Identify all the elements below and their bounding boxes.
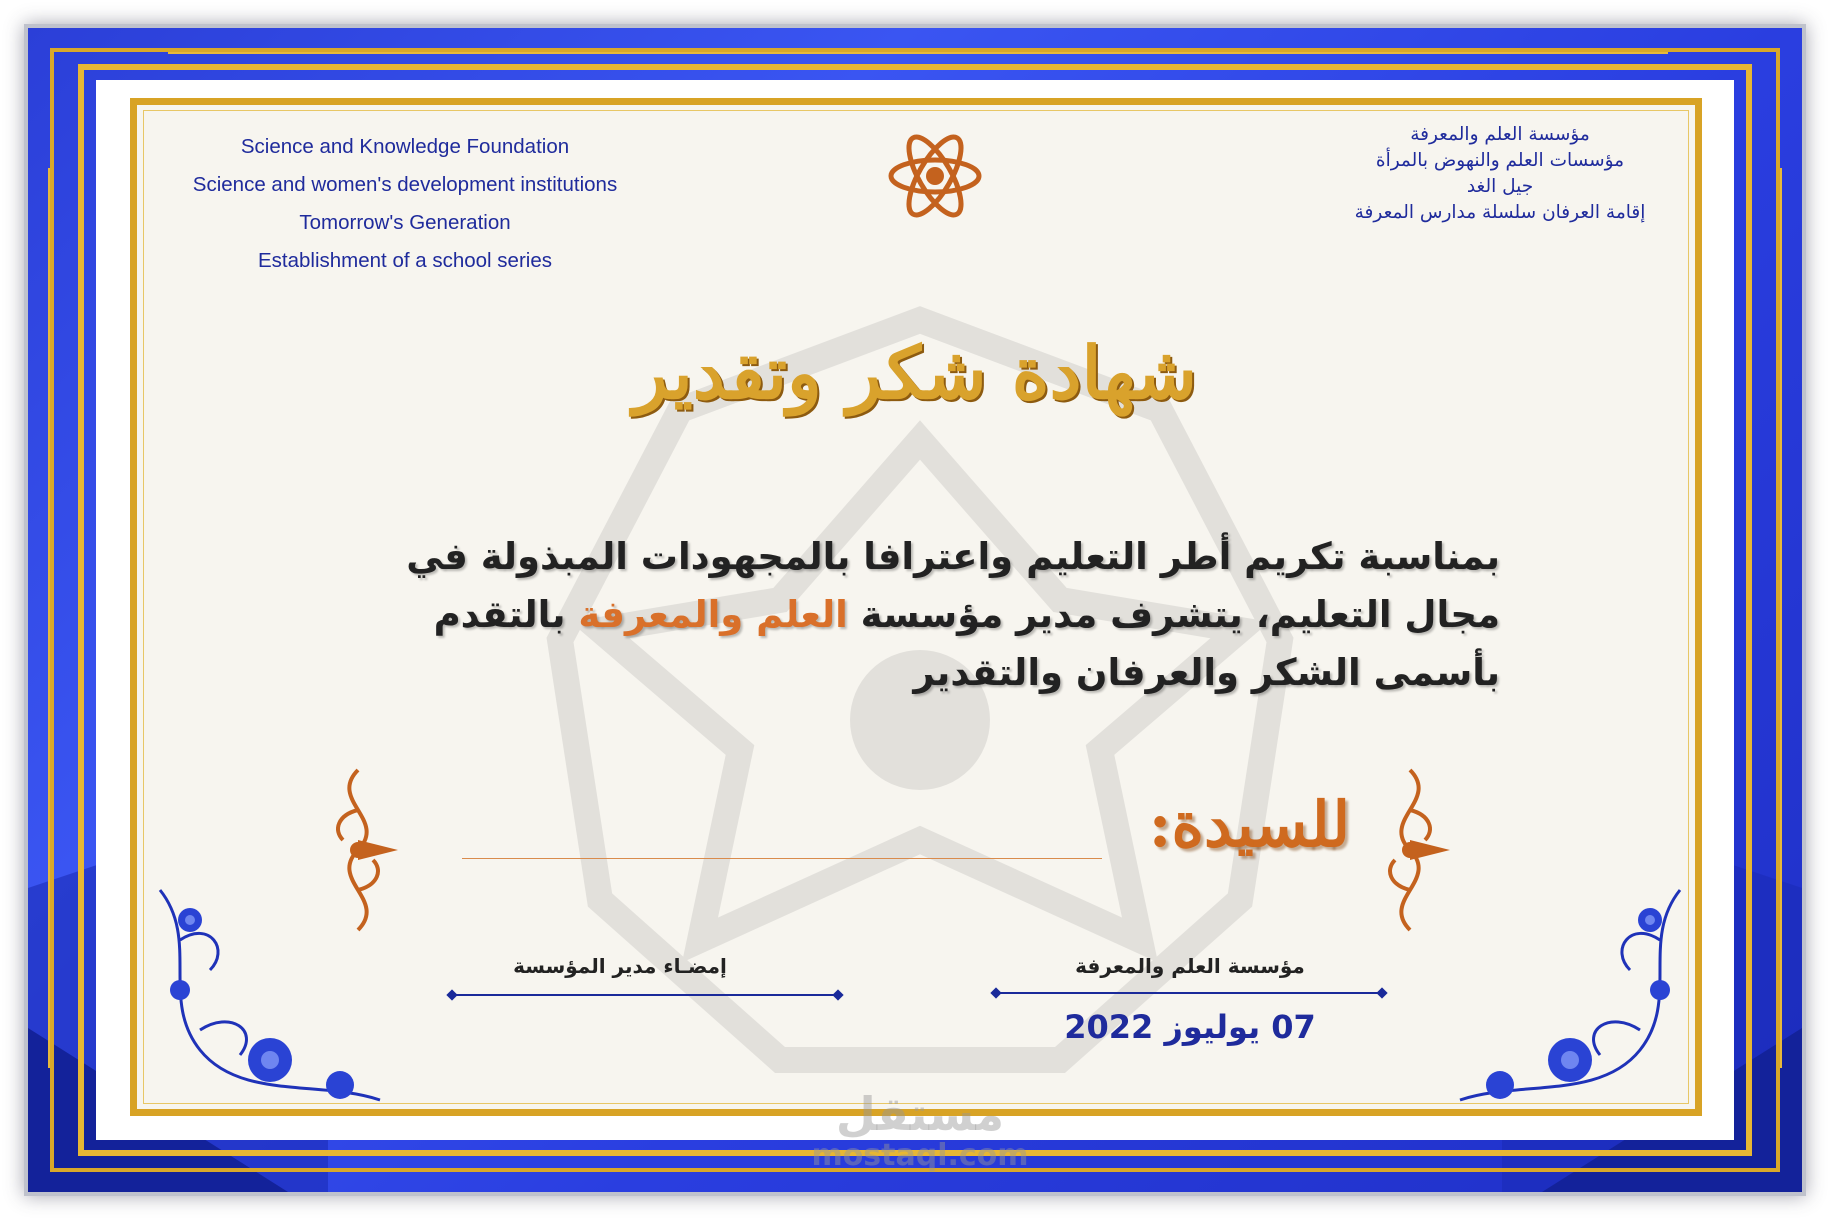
watermark-latin: mostaql.com — [811, 1138, 1029, 1173]
header-en-line1: Science and Knowledge Foundation — [240, 135, 570, 158]
foundation-signature-line — [996, 992, 1382, 994]
recipient-name-line — [462, 858, 1102, 859]
header-en-line4: Establishment of a school series — [258, 249, 552, 272]
watermark-arabic: مستقل — [835, 1087, 1005, 1141]
certificate-date: 07 يوليوز 2022 — [1064, 1008, 1316, 1046]
floral-right-icon — [1440, 880, 1700, 1110]
body-text-part2: بالتقدم بأسمى الشكر والعرفان والتقدير — [433, 593, 1500, 694]
header-ar-line3: جيل الغد — [1466, 176, 1534, 197]
header-ar-line2: مؤسسات العلم والنهوض بالمرأة — [1375, 150, 1625, 171]
director-signature-label: إمضـاء مدير المؤسسة — [513, 954, 727, 978]
certificate-body — [300, 528, 1500, 702]
floral-left-icon — [140, 880, 400, 1110]
atom-icon — [885, 126, 985, 226]
header-ar-line1: مؤسسة العلم والمعرفة — [1410, 124, 1590, 145]
site-watermark — [790, 1088, 1050, 1172]
ornament-right-icon — [1370, 760, 1450, 940]
certificate-title: شهادة شكر وتقدير — [633, 330, 1197, 415]
header-en-line3: Tomorrow's Generation — [299, 211, 511, 234]
header-en-line2: Science and women's development institutions — [192, 173, 618, 196]
body-text-part1: بمناسبة تكريم أطر التعليم واعترافا بالمجهودات المبذولة في مجال التعليم، يتشرف مدير مؤسسة — [406, 535, 1500, 636]
header-english — [150, 128, 660, 280]
header-arabic — [1290, 122, 1710, 226]
recipient-label: للسيدة: — [1148, 788, 1350, 861]
director-signature-line — [452, 994, 838, 996]
header-ar-line4: إقامة العرفان سلسلة مدارس المعرفة — [1354, 202, 1646, 223]
body-highlight: العلم والمعرفة — [578, 593, 848, 636]
foundation-label: مؤسسة العلم والمعرفة — [1075, 954, 1305, 978]
